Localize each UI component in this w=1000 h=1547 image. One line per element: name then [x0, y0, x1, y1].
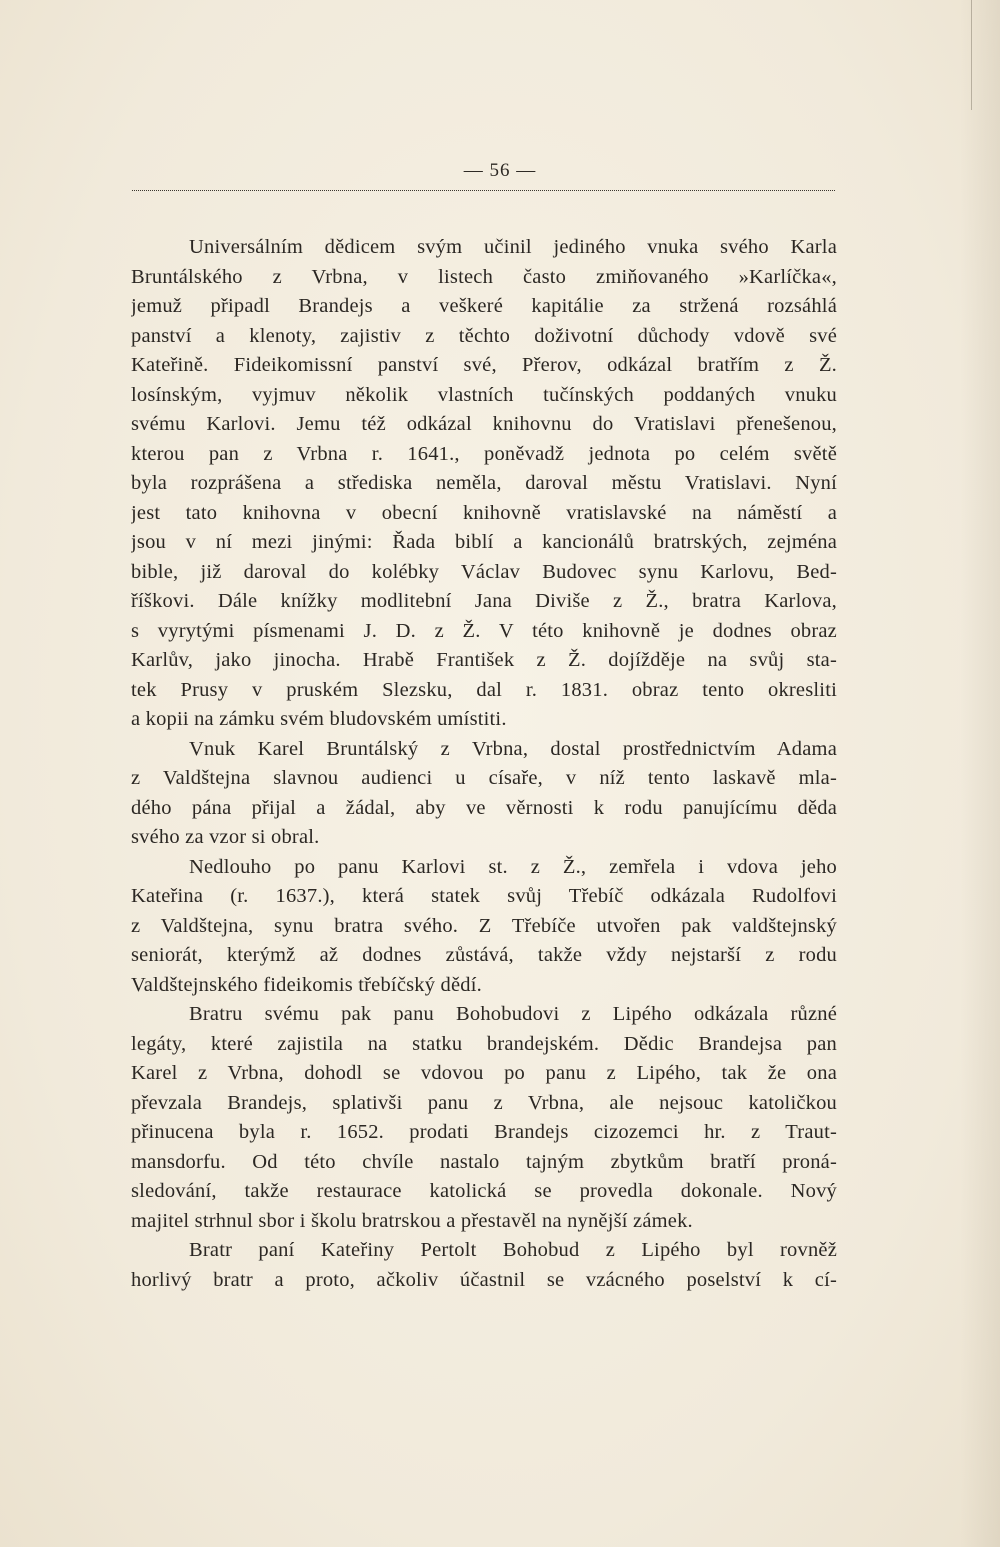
text-line: a kopii na zámku svém bludovském umístiti. — [131, 708, 507, 730]
text-line: dého pána přijal a žádal, aby ve věrnosti k rodu panujícímu děda — [131, 796, 837, 819]
text-line: losínským, vyjmuv několik vlastních tučínských poddaných vnuku — [131, 383, 837, 406]
text-line: mansdorfu. Od této chvíle nastalo tajným zbytkům bratří proná- — [131, 1150, 837, 1173]
text-line: jest tato knihovna v obecní knihovně vratislavské na náměstí a — [131, 501, 837, 524]
text-line: horlivý bratr a proto, ačkoliv účastnil se vzácného poselství k cí- — [131, 1268, 837, 1291]
text-line: přinucena byla r. 1652. prodati Brandejs cizozemci hr. z Traut- — [131, 1121, 837, 1143]
text-line: Bruntálského z Vrbna, v listech často zmiňovaného »Karlíčka«, — [131, 265, 837, 288]
page-number: — 56 — — [463, 160, 537, 181]
text-line: jsou v ní mezi jinými: Řada biblí a kancionálů bratrských, zejména — [131, 531, 837, 553]
text-line: Kateřina (r. 1637.), která statek svůj Třebíč odkázala Rudolfovi — [131, 885, 837, 907]
header-rule — [132, 190, 835, 191]
text-line: byla rozprášena a střediska neměla, daroval městu Vratislavi. Nyní — [131, 472, 837, 494]
text-line: Vnuk Karel Bruntálský z Vrbna, dostal prostřednictvím Adama — [189, 737, 837, 760]
body-text — [131, 233, 837, 1295]
text-line: Nedlouho po panu Karlovi st. z Ž., zemřela i vdova jeho — [189, 855, 837, 878]
text-line: převzala Brandejs, splativši panu z Vrbna, ale nejsouc katoličkou — [131, 1091, 837, 1114]
page-edge-line — [971, 0, 972, 110]
text-line: z Valdštejna, synu bratra svého. Z Třebíče utvořen pak valdštejnský — [131, 914, 837, 937]
text-line: Bratr paní Kateřiny Pertolt Bohobud z Lipého byl rovněž — [189, 1239, 837, 1261]
text-line: Bratru svému pak panu Bohobudovi z Lipého odkázala různé — [189, 1003, 837, 1025]
text-line: panství a klenoty, zajistiv z těchto doživotní důchody vdově své — [131, 324, 837, 347]
text-line: s vyrytými písmenami J. D. z Ž. V této knihovně je dodnes obraz — [131, 619, 837, 642]
page-edge-shadow — [960, 0, 1000, 1547]
text-line: říškovi. Dále knížky modlitební Jana Diviše z Ž., bratra Karlova, — [131, 590, 837, 612]
text-line: legáty, které zajistila na statku brandejském. Dědic Brandejsa pan — [131, 1032, 837, 1055]
text-line: Karlův, jako jinocha. Hrabě František z Ž. dojížděje na svůj sta- — [131, 649, 837, 671]
text-line: majitel strhnul sbor i školu bratrskou a přestavěl na nynější zámek. — [131, 1209, 693, 1232]
text-line: bible, již daroval do kolébky Václav Budovec synu Karlovu, Bed- — [131, 560, 837, 583]
text-line: jemuž připadl Brandejs a veškeré kapitálie za stržená rozsáhlá — [131, 295, 837, 317]
text-line: seniorát, kterýmž až dodnes zůstává, takže vždy nejstarší z rodu — [131, 944, 837, 966]
text-line: kterou pan z Vrbna r. 1641., poněvadž jednota po celém světě — [131, 442, 837, 465]
text-line: z Valdštejna slavnou audienci u císaře, v níž tento laskavě mla- — [131, 767, 837, 789]
text-line: Karel z Vrbna, dohodl se vdovou po panu z Lipého, tak že ona — [131, 1062, 837, 1084]
text-line: Valdštejnského fideikomis třebíčský dědí. — [131, 973, 482, 996]
text-line: tek Prusy v pruském Slezsku, dal r. 1831. obraz tento okresliti — [131, 678, 837, 701]
text-line: sledování, takže restaurace katolická se provedla dokonale. Nový — [131, 1180, 837, 1202]
text-line: svému Karlovi. Jemu též odkázal knihovnu do Vratislavi přenešenou, — [131, 413, 837, 435]
text-line: Kateřině. Fideikomissní panství své, Přerov, odkázal bratřím z Ž. — [131, 354, 837, 376]
text-line: svého za vzor si obral. — [131, 826, 320, 848]
text-line: Universálním dědicem svým učinil jediného vnuka svého Karla — [189, 236, 837, 258]
